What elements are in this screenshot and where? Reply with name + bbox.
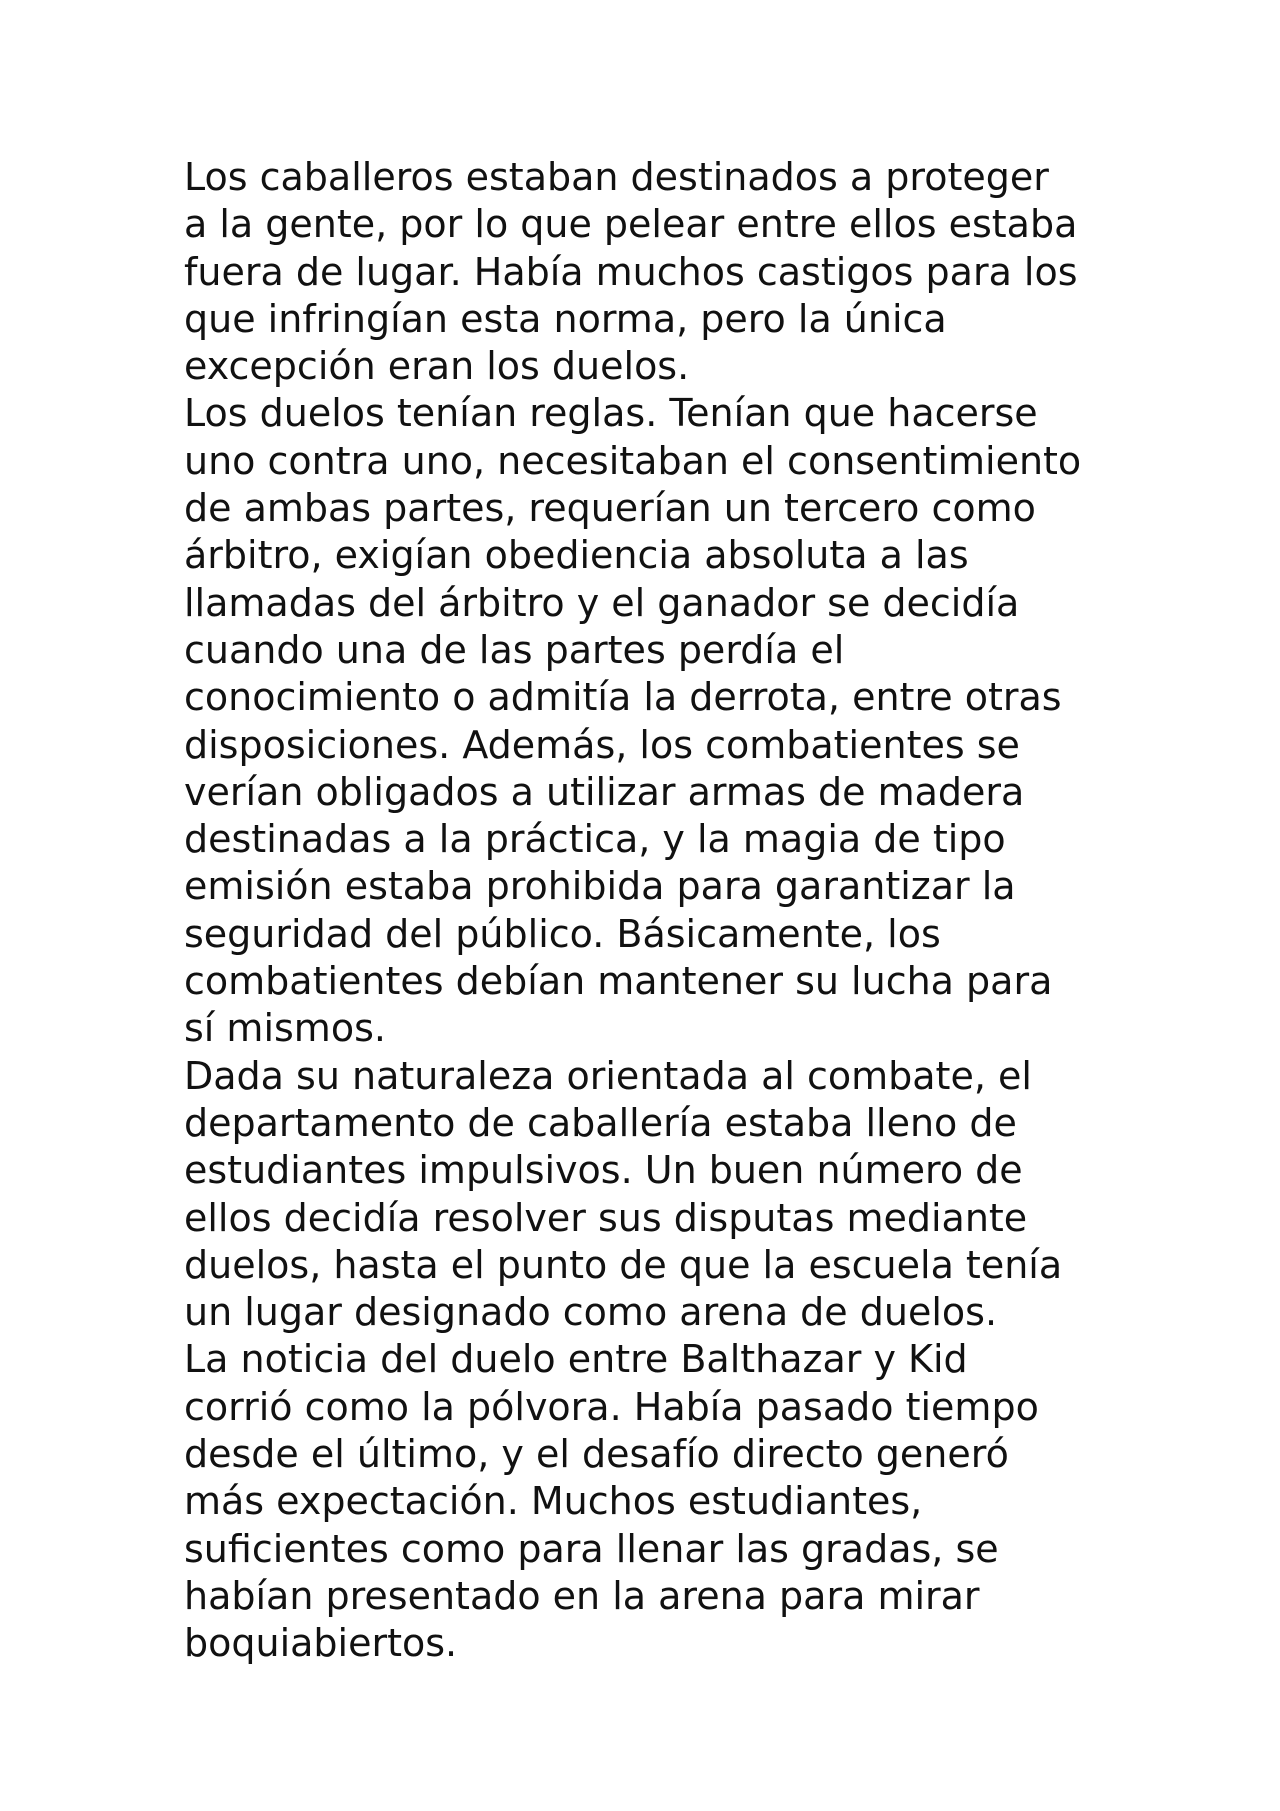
text-line: de ambas partes, requerían un tercero como: [184, 486, 1036, 531]
text-line: duelos, hasta el punto de que la escuela tenía: [184, 1242, 1063, 1287]
text-line: llamadas del árbitro y el ganador se decidía: [184, 580, 1020, 625]
text-line: sí mismos.: [184, 1006, 386, 1051]
text-line: seguridad del público. Básicamente, los: [184, 911, 941, 956]
text-line: La noticia del duelo entre Balthazar y Kid: [184, 1337, 968, 1382]
text-line: corrió como la pólvora. Había pasado tiempo: [184, 1384, 1039, 1429]
text-line: estudiantes impulsivos. Un buen número de: [184, 1148, 1023, 1193]
text-line: Los duelos tenían reglas. Tenían que hacerse: [184, 391, 1038, 436]
text-line: suficientes como para llenar las gradas, se: [184, 1526, 999, 1571]
text-line: boquiabiertos.: [184, 1621, 458, 1666]
text-line: más expectación. Muchos estudiantes,: [184, 1479, 923, 1524]
text-line: cuando una de las partes perdía el: [184, 627, 845, 672]
text-line: Los caballeros estaban destinados a proteger: [184, 155, 1049, 199]
text-line: Dada su naturaleza orientada al combate, el: [184, 1053, 1032, 1098]
text-line: emisión estaba prohibida para garantizar la: [184, 864, 1016, 909]
text-line: árbitro, exigían obediencia absoluta a las: [184, 533, 969, 578]
text-line: ellos decidía resolver sus disputas mediante: [184, 1195, 1028, 1240]
text-line: fuera de lugar. Había muchos castigos para los: [184, 249, 1078, 294]
text-line: uno contra uno, necesitaban el consentimiento: [184, 438, 1082, 483]
text-line: disposiciones. Además, los combatientes se: [184, 722, 1020, 767]
text-line: conocimiento o admitía la derrota, entre otras: [184, 675, 1062, 720]
text-line: excepción eran los duelos.: [184, 344, 690, 389]
text-line: que infringían esta norma, pero la única: [184, 296, 947, 341]
text-line: a la gente, por lo que pelear entre ellos estaba: [184, 202, 1078, 247]
text-line: un lugar designado como arena de duelos.: [184, 1290, 998, 1335]
text-line: desde el último, y el desafío directo generó: [184, 1432, 1009, 1477]
body-text: [184, 154, 1114, 1668]
text-line: destinadas a la práctica, y la magia de tipo: [184, 817, 1006, 862]
text-line: habían presentado en la arena para mirar: [184, 1573, 980, 1618]
text-line: verían obligados a utilizar armas de madera: [184, 769, 1025, 814]
text-line: departamento de caballería estaba lleno de: [184, 1100, 1017, 1145]
text-line: combatientes debían mantener su lucha para: [184, 959, 1053, 1004]
